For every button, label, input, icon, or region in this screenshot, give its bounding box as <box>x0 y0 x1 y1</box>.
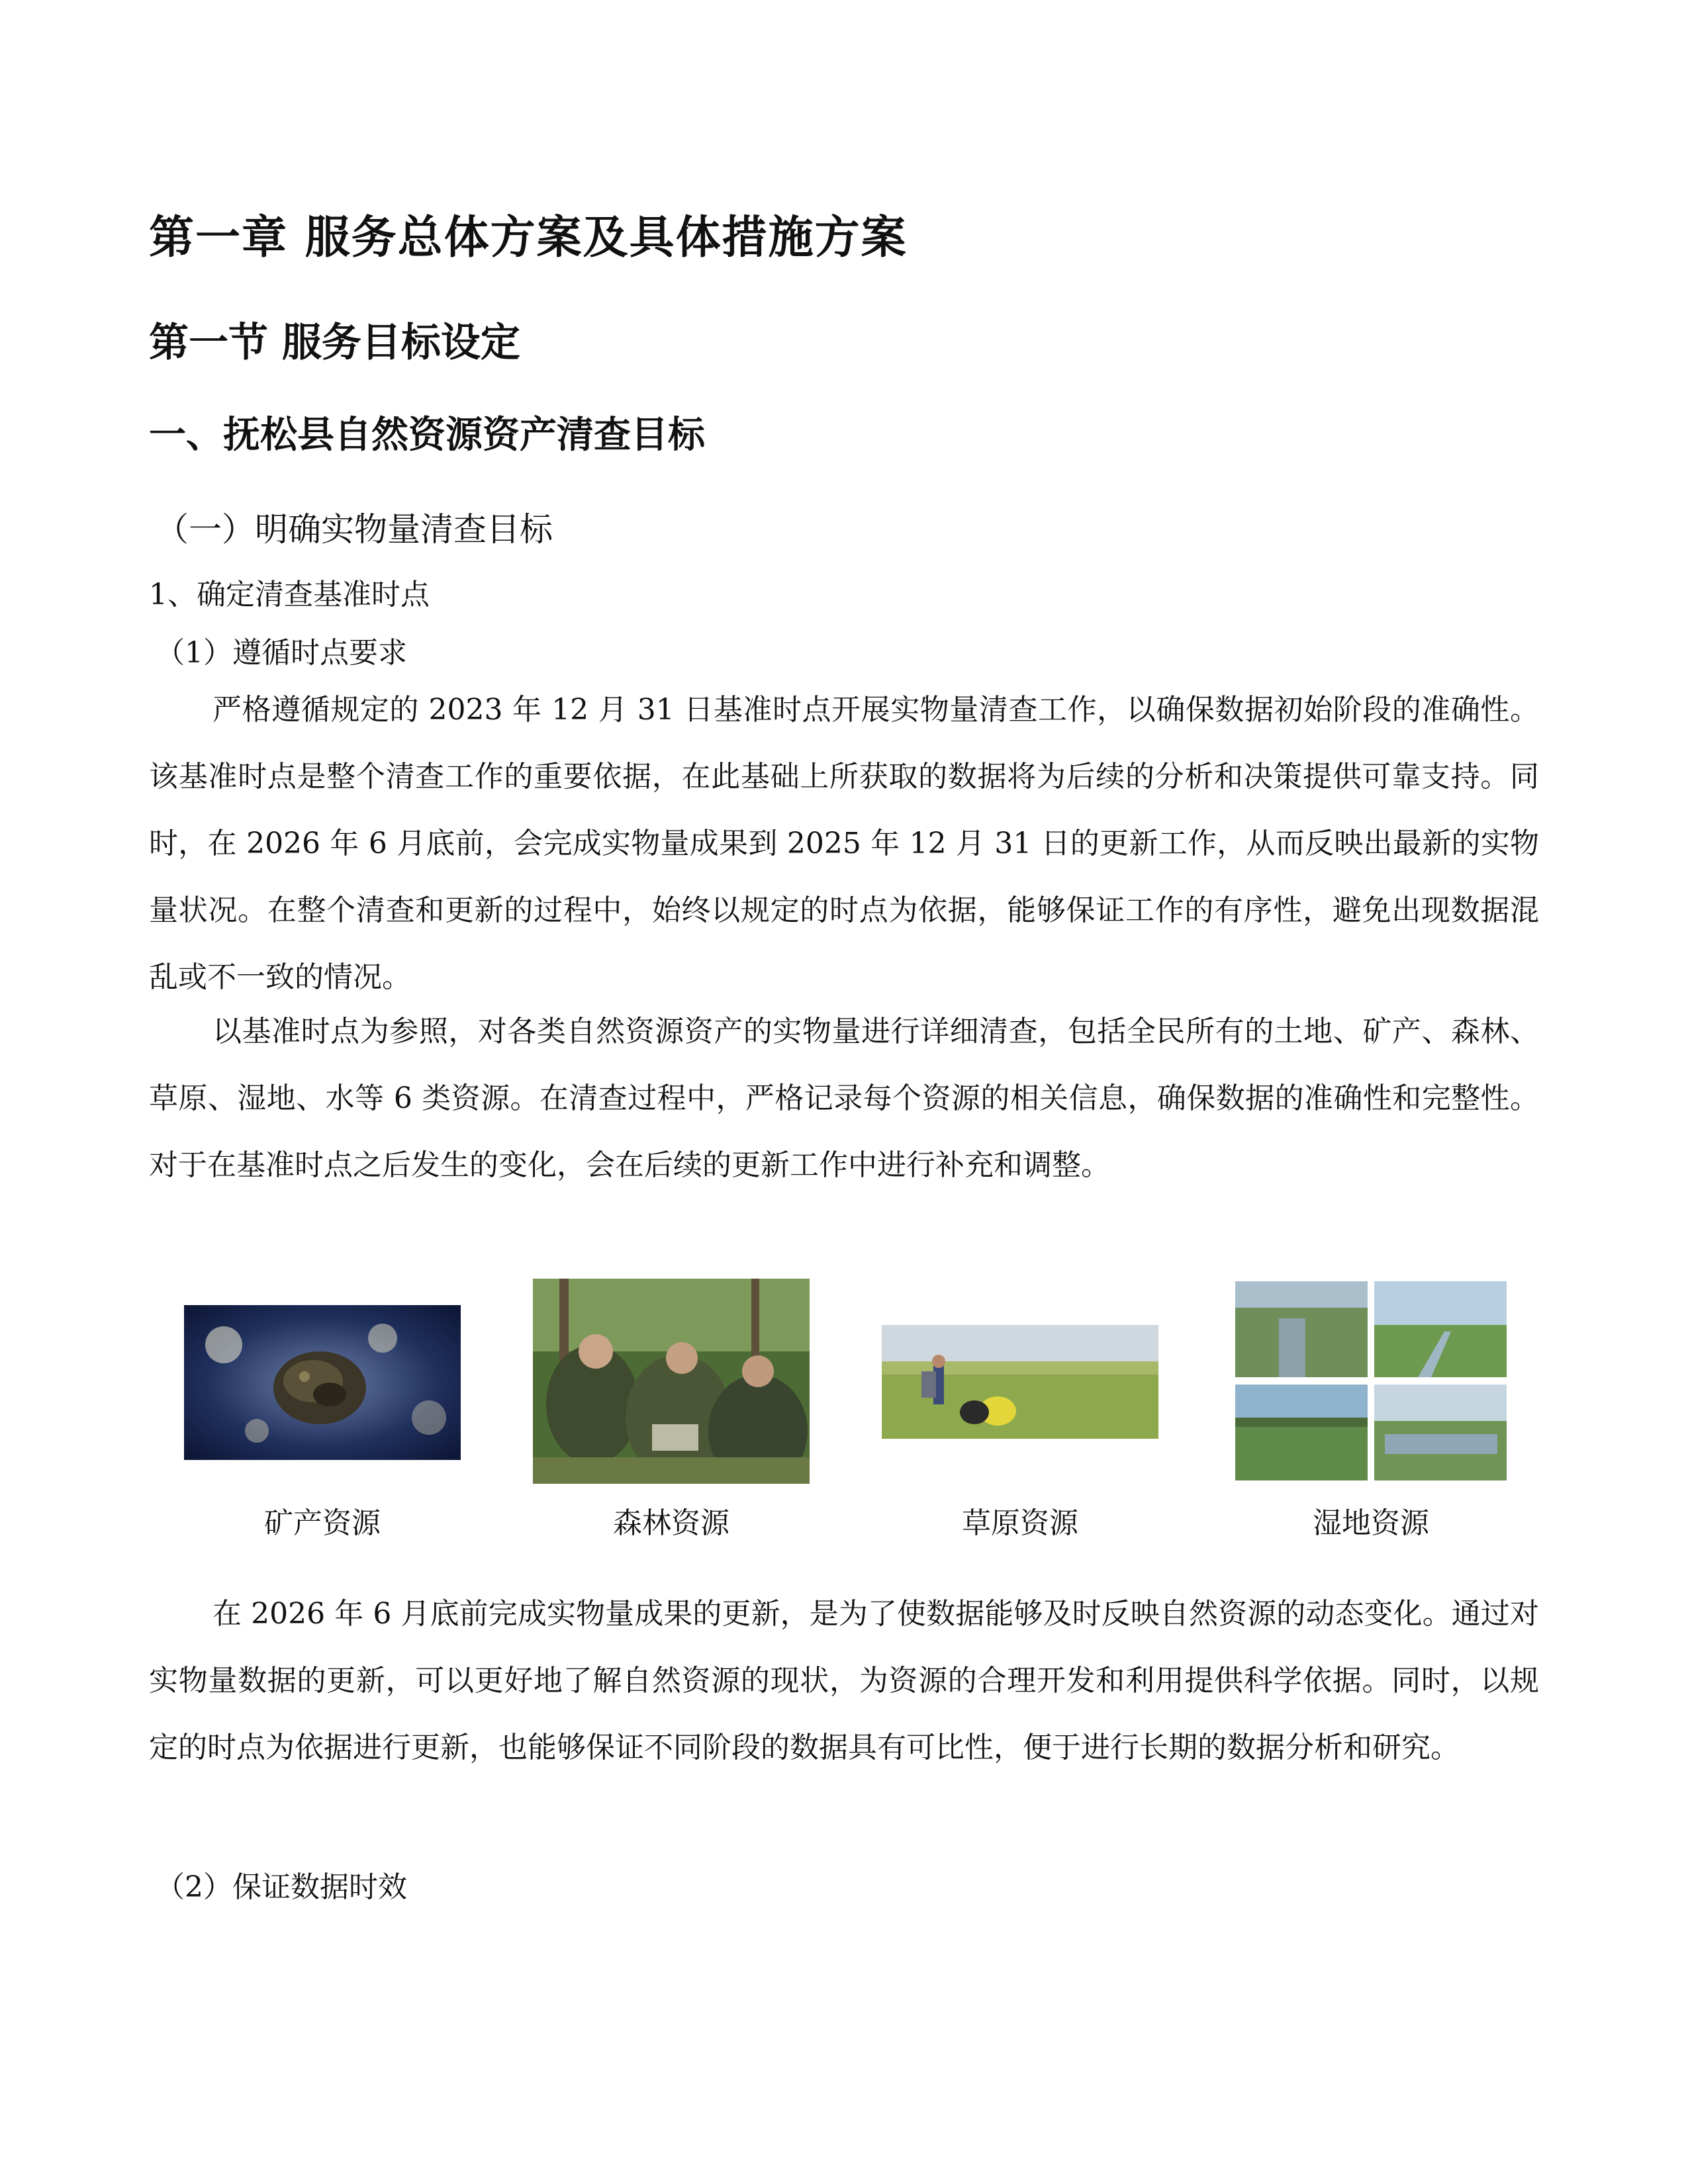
wetland-resource-photo <box>1233 1279 1509 1484</box>
sub-point-heading-1: （1）遵循时点要求 <box>156 636 407 670</box>
figure-caption-forest: 森林资源 <box>613 1506 729 1540</box>
figure-caption-grassland: 草原资源 <box>962 1506 1078 1540</box>
item-heading: （一）明确实物量清查目标 <box>156 510 553 549</box>
forest-resource-photo <box>533 1279 810 1484</box>
body-paragraph-1: 严格遵循规定的 2023 年 12 月 31 日基准时点开展实物量清查工作，以确保数据初始阶段的准确性。该基准时点是整个清查工作的重要依据，在此基础上所获取的数据将为后续的分析和决策提供可靠支持。同时，在 2026 年 6 月底前，会完成实物量成果到 2025 年 12 月 31 日的更新工作，从而反映出最新的实物量状况。在整个清查和更新的过程中，始终以规定的时点为依据，能够保证工作的有序性，避免出现数据混乱或不一致的情况。 <box>149 693 1539 994</box>
figure-caption-wetland: 湿地资源 <box>1313 1506 1429 1540</box>
grassland-resource-photo <box>882 1325 1158 1439</box>
section-title: 第一节 服务目标设定 <box>149 320 520 366</box>
sub-point-heading-2: （2）保证数据时效 <box>156 1870 407 1904</box>
point-heading: 1、确定清查基准时点 <box>149 578 430 612</box>
figure-caption-mineral: 矿产资源 <box>264 1506 381 1540</box>
chapter-title: 第一章 服务总体方案及具体措施方案 <box>149 212 908 264</box>
body-paragraph-3: 在 2026 年 6 月底前完成实物量成果的更新，是为了使数据能够及时反映自然资源的动态变化。通过对实物量数据的更新，可以更好地了解自然资源的现状，为资源的合理开发和利用提供科学依据。同时，以规定的时点为依据进行更新，也能够保证不同阶段的数据具有可比性，便于进行长期的数据分析和研究。 <box>149 1597 1539 1764</box>
body-paragraph-2: 以基准时点为参照，对各类自然资源资产的实物量进行详细清查，包括全民所有的土地、矿产、森林、草原、湿地、水等 6 类资源。在清查过程中，严格记录每个资源的相关信息，确保数据的准确性和完整性。对于在基准时点之后发生的变化，会在后续的更新工作中进行补充和调整。 <box>149 1015 1539 1182</box>
subsection-title: 一、抚松县自然资源资产清查目标 <box>149 414 705 457</box>
mineral-resource-photo <box>184 1305 461 1460</box>
